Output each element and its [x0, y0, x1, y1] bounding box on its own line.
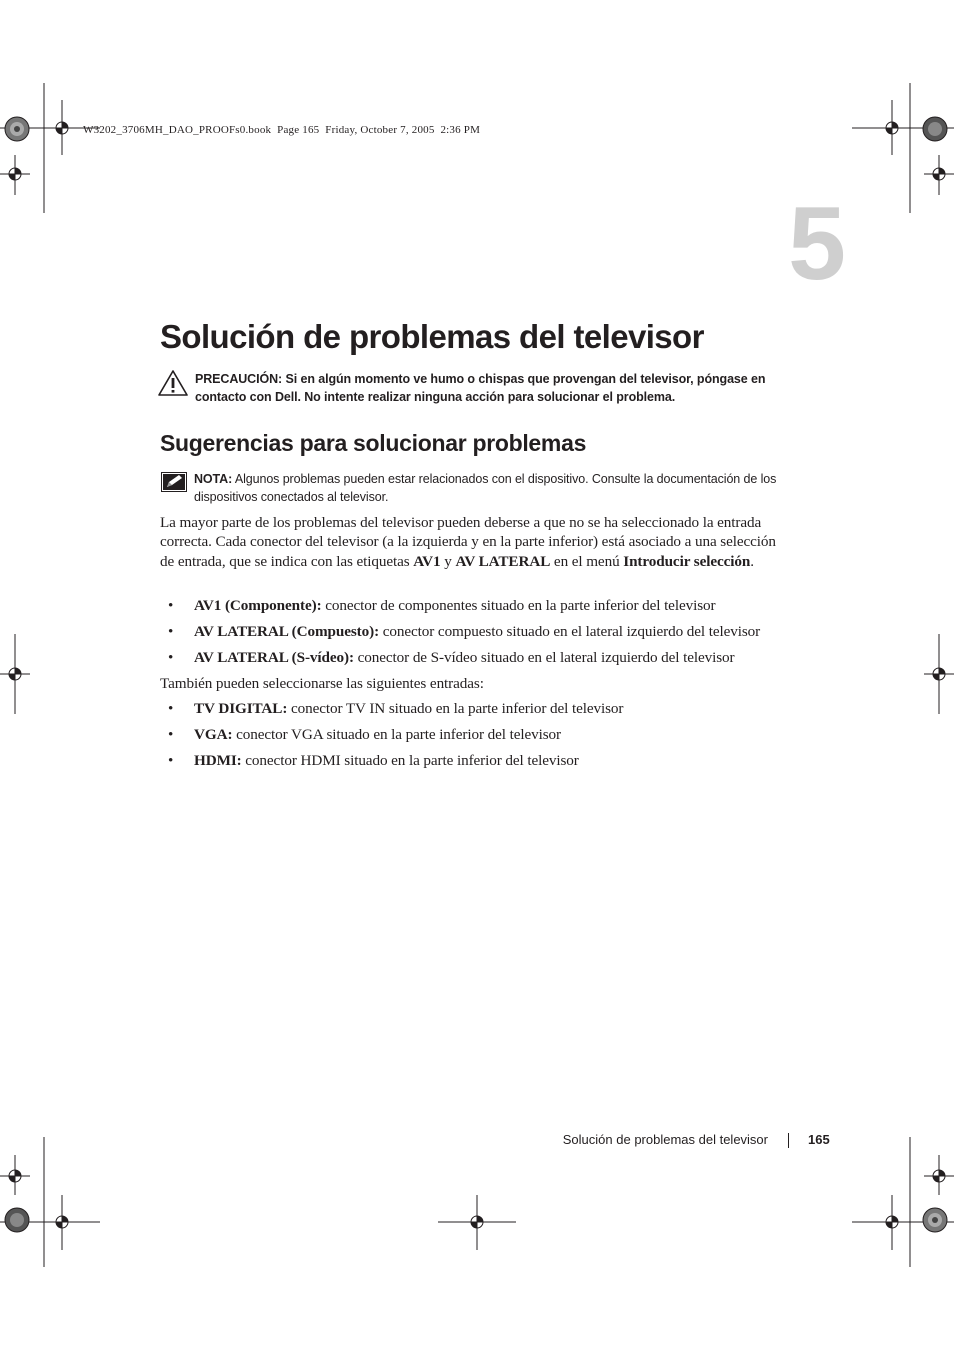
item-label: AV1 (Componente): [194, 597, 322, 614]
item-label: VGA: [194, 726, 233, 743]
intro-text-1: La mayor parte de los problemas del televisor pueden deberse a que no se ha seleccionado la entrada correcta. Cada conector del televisor (a la izquierda y en la parte inferior) está asociado a una selección de entrada, que se indica con las etiquetas [160, 514, 776, 570]
intro-menu-name: Introducir selección [623, 552, 751, 570]
item-desc: conector TV IN situado en la parte inferior del televisor [287, 700, 624, 717]
item-desc: conector de S-vídeo situado en el lateral izquierdo del televisor [353, 649, 735, 666]
bullet: • [168, 726, 174, 743]
caution-text [195, 370, 778, 406]
list-item [160, 622, 820, 648]
list-item [160, 751, 820, 777]
item-desc: conector VGA situado en la parte inferior del televisor [232, 726, 561, 743]
section-title: Sugerencias para solucionar problemas [160, 430, 587, 456]
printer-info-line: W3202_3706MH_DAO_PROOFs0.book Page 165 Friday, October 7, 2005 2:36 PM [83, 124, 481, 136]
intro-paragraph [160, 513, 790, 571]
warning-triangle-icon [158, 370, 188, 396]
intro-and: y [440, 552, 456, 570]
other-input-list [160, 699, 820, 777]
note-notice [161, 470, 791, 506]
caution-label: PRECAUCIÓN: [195, 372, 283, 386]
note-text [194, 470, 791, 506]
intro-text-2: en el menú [550, 552, 624, 570]
page-title: Solución de problemas del televisor [160, 318, 704, 355]
list-item [160, 699, 820, 725]
note-label: NOTA: [194, 472, 233, 486]
bullet: • [168, 597, 174, 614]
item-desc: conector de componentes situado en la parte inferior del televisor [321, 597, 716, 614]
intro-av-lateral: AV LATERAL [455, 552, 551, 570]
bullet: • [168, 623, 174, 640]
item-desc: conector HDMI situado en la parte inferior del televisor [241, 752, 579, 769]
item-desc: conector compuesto situado en el lateral izquierdo del televisor [379, 623, 761, 640]
note-body: Algunos problemas pueden estar relacionados con el dispositivo. Consulte la documentación de los dispositivos conectados al televisor. [194, 472, 777, 504]
bullet: • [168, 649, 174, 666]
footer-chapter-title: Solución de problemas del televisor [562, 1132, 768, 1147]
item-label: TV DIGITAL: [194, 700, 288, 717]
list-item [160, 648, 820, 674]
item-label: AV LATERAL (S-vídeo): [194, 649, 354, 666]
intro-end: . [750, 552, 754, 570]
list-item [160, 725, 820, 751]
pencil-note-icon [161, 472, 187, 492]
caution-notice [158, 370, 778, 406]
item-label: AV LATERAL (Compuesto): [194, 623, 380, 640]
footer-separator [788, 1133, 789, 1148]
chapter-number: 5 [788, 186, 846, 302]
item-label: HDMI: [194, 752, 242, 769]
bullet: • [168, 752, 174, 769]
page-number: 165 [808, 1132, 830, 1147]
list-item [160, 596, 820, 622]
also-paragraph: También pueden seleccionarse las siguientes entradas: [160, 675, 484, 692]
intro-av1: AV1 [413, 552, 441, 570]
input-list [160, 596, 820, 674]
bullet: • [168, 700, 174, 717]
caution-body: Si en algún momento ve humo o chispas que provengan del televisor, póngase en contacto con Dell. No intente realizar ninguna acción para solucionar el problema. [195, 372, 766, 404]
